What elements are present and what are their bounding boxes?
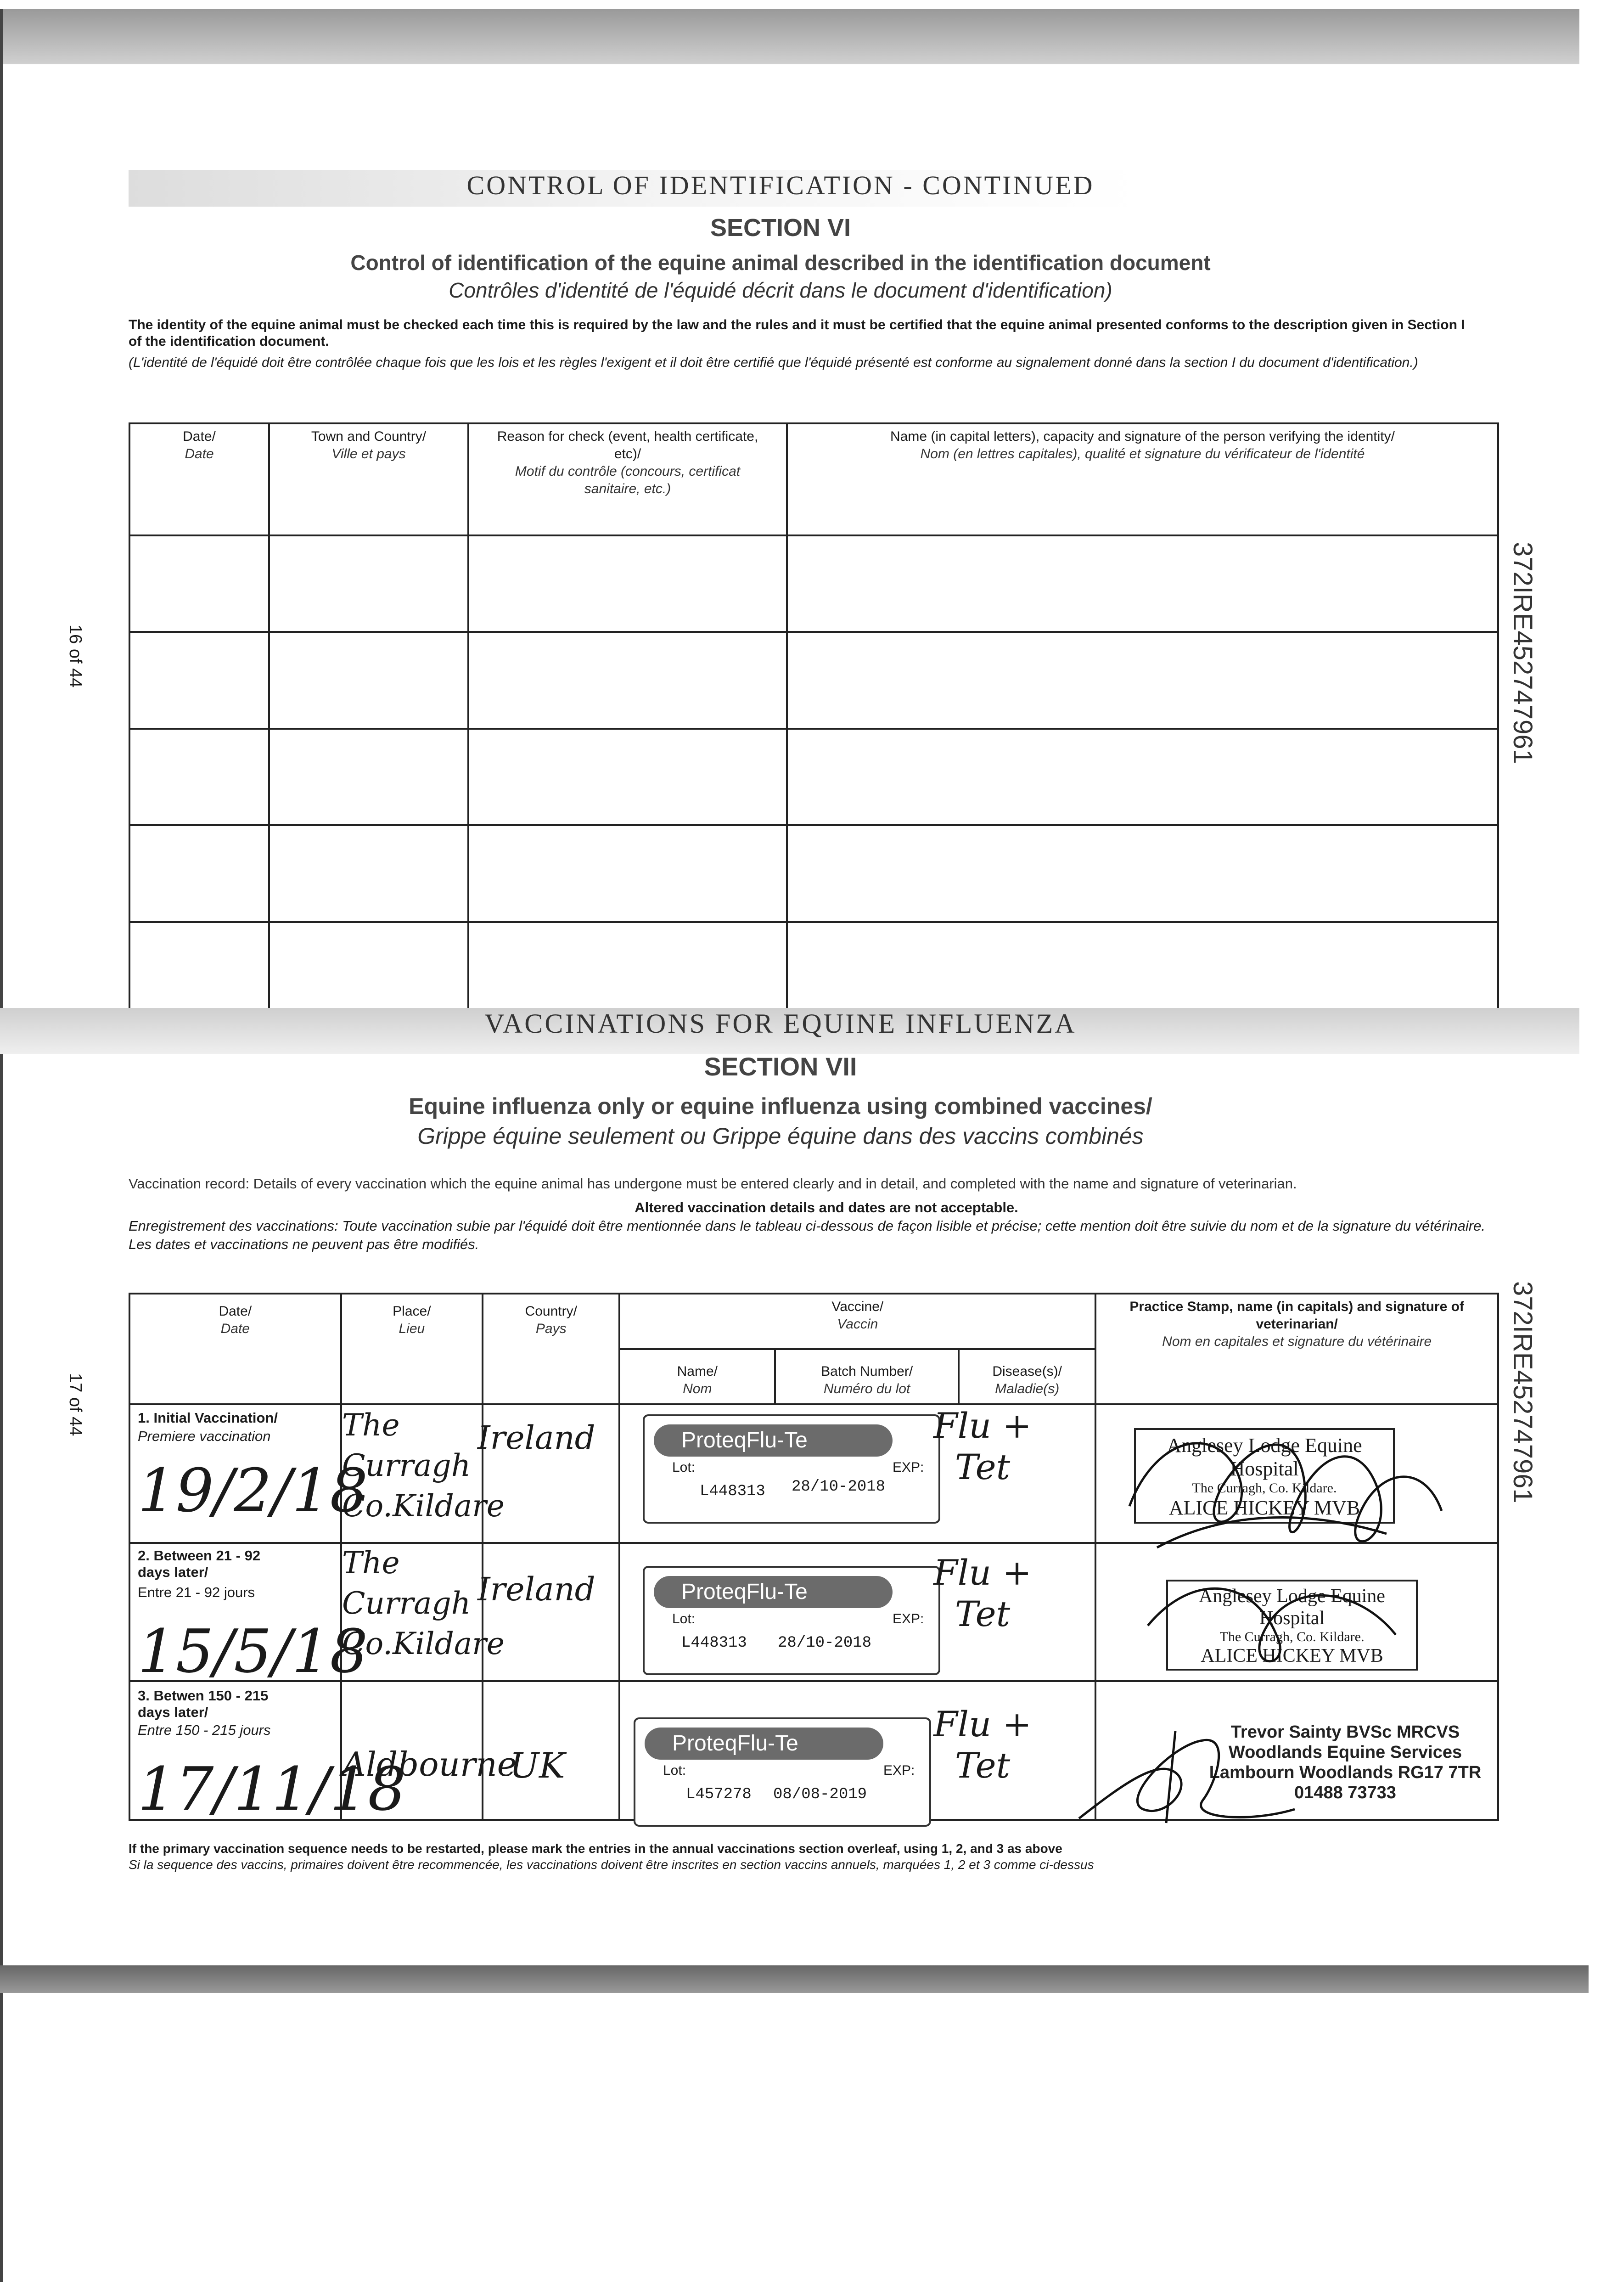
row3-exp: 08/08-2019 [773, 1786, 867, 1803]
signature-row3 [1065, 1717, 1304, 1837]
section7-number: SECTION VII [704, 1052, 857, 1081]
row3-stamp-line3: Lambourn Woodlands RG17 7TR [1209, 1763, 1482, 1782]
row1-disease: Flu + Tet [933, 1405, 1032, 1487]
section6-banner: CONTROL OF IDENTIFICATION - CONTINUED [466, 170, 1095, 200]
section6-title-en: Control of identification of the equine animal described in the identification document [350, 251, 1211, 275]
vacc-col-country: Country/ Pays [483, 1294, 619, 1404]
row1-vaccine-label [643, 1414, 940, 1524]
table-row [129, 825, 1498, 922]
vacc-col-place: Place/ Lieu [341, 1294, 483, 1404]
footnote-en: If the primary vaccination sequence needs to be restarted, please mark the entries in the annual vaccinations section overleaf, using 1, 2, and 3 as above [129, 1841, 1062, 1856]
row1-exp: 28/10-2018 [792, 1478, 886, 1496]
col-reason: Reason for check (event, health certificate, etc)/ Motif du contrôle (concours, certificat sanitaire, etc.) [468, 423, 787, 535]
section7-title-fr: Grippe équine seulement ou Grippe équine dans des vaccins combinés [417, 1123, 1144, 1149]
row1-lot-label: Lot: [672, 1460, 696, 1475]
section6-title-fr: Contrôles d'identité de l'équidé décrit dans le document d'identification) [449, 278, 1112, 302]
col-town: Town and Country/ Ville et pays [269, 423, 468, 535]
footnote-fr: Si la sequence des vaccins, primaires doivent être recommencée, les vaccinations doivent être inscrites en section vaccins annuels, marquées 1, 2 et 3 comme ci-dessus [129, 1857, 1094, 1872]
row2-stamp-line3: ALICE HICKEY MVB [1201, 1645, 1383, 1666]
row2-country: Ireland [477, 1570, 595, 1608]
page-marker-bottom: 17 of 44 [66, 1373, 85, 1436]
row1-stamp-line1: Anglesey Lodge Equine Hospital [1167, 1434, 1362, 1480]
row2-stamp-line1: Anglesey Lodge Equine Hospital [1199, 1586, 1385, 1629]
row2-place: The Curragh Co.Kildare [342, 1545, 505, 1661]
section7-banner: VACCINATIONS FOR EQUINE INFLUENZA [484, 1008, 1077, 1039]
row2-label-fr: Entre 21 - 92 jours [138, 1584, 255, 1600]
row3-lot-label: Lot: [663, 1763, 686, 1778]
row2-vaccine-brand: ProteqFlu-Te [654, 1576, 893, 1608]
section6-number: SECTION VI [710, 214, 851, 242]
scan-edge-left [0, 9, 3, 2282]
row2-exp: 28/10-2018 [778, 1634, 872, 1652]
row3-label-en: 3. Betwen 150 - 215 days later/ [138, 1688, 269, 1720]
vacc-col-vaccine: Vaccine/ Vaccin [619, 1294, 1095, 1349]
col-verifier: Name (in capital letters), capacity and signature of the person verifying the identity/ Nom (en lettres capitales), qualité et signature du vérificateur de l'identité [787, 423, 1498, 535]
section7-record-fr: Enregistrement des vaccinations: Toute vaccination subie par l'équidé doit être mentionnée dans le tableau ci-dessous de façon lisible et précise; cette mention doit être suivie du nom et de la signature du vétérinaire. Les dates et vaccinations ne peuvent pas être modifiés. [129, 1218, 1485, 1252]
vacc-col-name: Name/ Nom [619, 1349, 775, 1405]
row1-label-fr: Premiere vaccination [138, 1428, 271, 1444]
section7-record-en: Vaccination record: Details of every vaccination which the equine animal has undergone must be entered clearly and in detail, and completed with the name and signature of veterinarian. [129, 1176, 1297, 1192]
row3-country: UK [510, 1745, 565, 1786]
row1-country: Ireland [477, 1419, 595, 1457]
row2-lot: L448313 [681, 1634, 747, 1652]
row3-stamp-line2: Woodlands Equine Services [1228, 1743, 1462, 1762]
row3-disease: Flu + Tet [933, 1704, 1032, 1786]
vacc-col-stamp: Practice Stamp, name (in capitals) and signature of veterinarian/ Nom en capitales et signature du vétérinaire [1095, 1294, 1498, 1404]
row2-exp-label: EXP: [893, 1611, 924, 1626]
page-marker-top: 16 of 44 [66, 625, 85, 688]
table-row [129, 729, 1498, 825]
table-row [129, 922, 1498, 1019]
row3-lot: L457278 [686, 1786, 752, 1803]
row2-lot-label: Lot: [672, 1611, 696, 1626]
table-row [129, 535, 1498, 632]
row1-label-en: 1. Initial Vaccination/ [138, 1410, 278, 1426]
signature-row1-2 [1102, 1396, 1469, 1681]
row3-label-fr: Entre 150 - 215 jours [138, 1722, 271, 1738]
row3-exp-label: EXP: [883, 1763, 915, 1778]
section6-intro-fr: (L'identité de l'équidé doit être contrôlée chaque fois que les lois et les règles l'exigent et il doit être certifié que l'équidé présenté est conforme au signalement donné dans la section I du document d'identification.) [129, 355, 1418, 370]
vacc-col-date: Date/ Date [129, 1294, 341, 1404]
row1-lot: L448313 [700, 1483, 765, 1500]
vacc-col-disease: Disease(s)/ Maladie(s) [959, 1349, 1095, 1405]
row2-date: 15/5/18 [138, 1616, 368, 1686]
right-id-top: 372IRE452747961 [1508, 542, 1538, 764]
col-date: Date/ Date [129, 423, 269, 535]
row2-vaccine-label [643, 1566, 940, 1675]
row3-date: 17/11/18 [138, 1754, 406, 1824]
row3-vaccine-brand: ProteqFlu-Te [645, 1728, 883, 1760]
section6-table [129, 422, 1499, 1019]
row1-place: The Curragh Co.Kildare [342, 1407, 505, 1524]
vacc-col-batch: Batch Number/ Numéro du lot [775, 1349, 959, 1405]
row2-label-en: 2. Between 21 - 92 days later/ [138, 1548, 261, 1580]
row3-place: Aldbourne [342, 1745, 517, 1784]
scan-top-band [0, 9, 1579, 64]
row1-stamp-line2: The Curragh, Co. Kildare. [1192, 1480, 1337, 1496]
row1-vaccine-brand: ProteqFlu-Te [654, 1424, 893, 1457]
section7-title-en: Equine influenza only or equine influenza using combined vaccines/ [409, 1093, 1152, 1119]
row3-stamp-line4: 01488 73733 [1294, 1783, 1396, 1802]
row1-exp-label: EXP: [893, 1460, 924, 1475]
right-id-bottom: 372IRE452747961 [1508, 1281, 1538, 1503]
row3-stamp-line1: Trevor Sainty BVSc MRCVS [1230, 1722, 1460, 1742]
row1-stamp-line3: ALICE HICKEY MVB [1168, 1497, 1360, 1519]
row2-stamp-line2: The Curragh, Co. Kildare. [1219, 1629, 1365, 1644]
row1-date: 19/2/18 [138, 1456, 368, 1525]
row2-disease: Flu + Tet [933, 1552, 1032, 1634]
scan-bottom-band [0, 1965, 1589, 1993]
section6-intro-en: The identity of the equine animal must be checked each time this is required by the law and the rules and it must be certified that the equine animal presented conforms to the description given in Section I of the identification document. [129, 317, 1465, 349]
section7-record-en2: Altered vaccination details and dates are not acceptable. [635, 1199, 1018, 1216]
table-row [129, 632, 1498, 728]
row3-vaccine-label [634, 1717, 931, 1827]
